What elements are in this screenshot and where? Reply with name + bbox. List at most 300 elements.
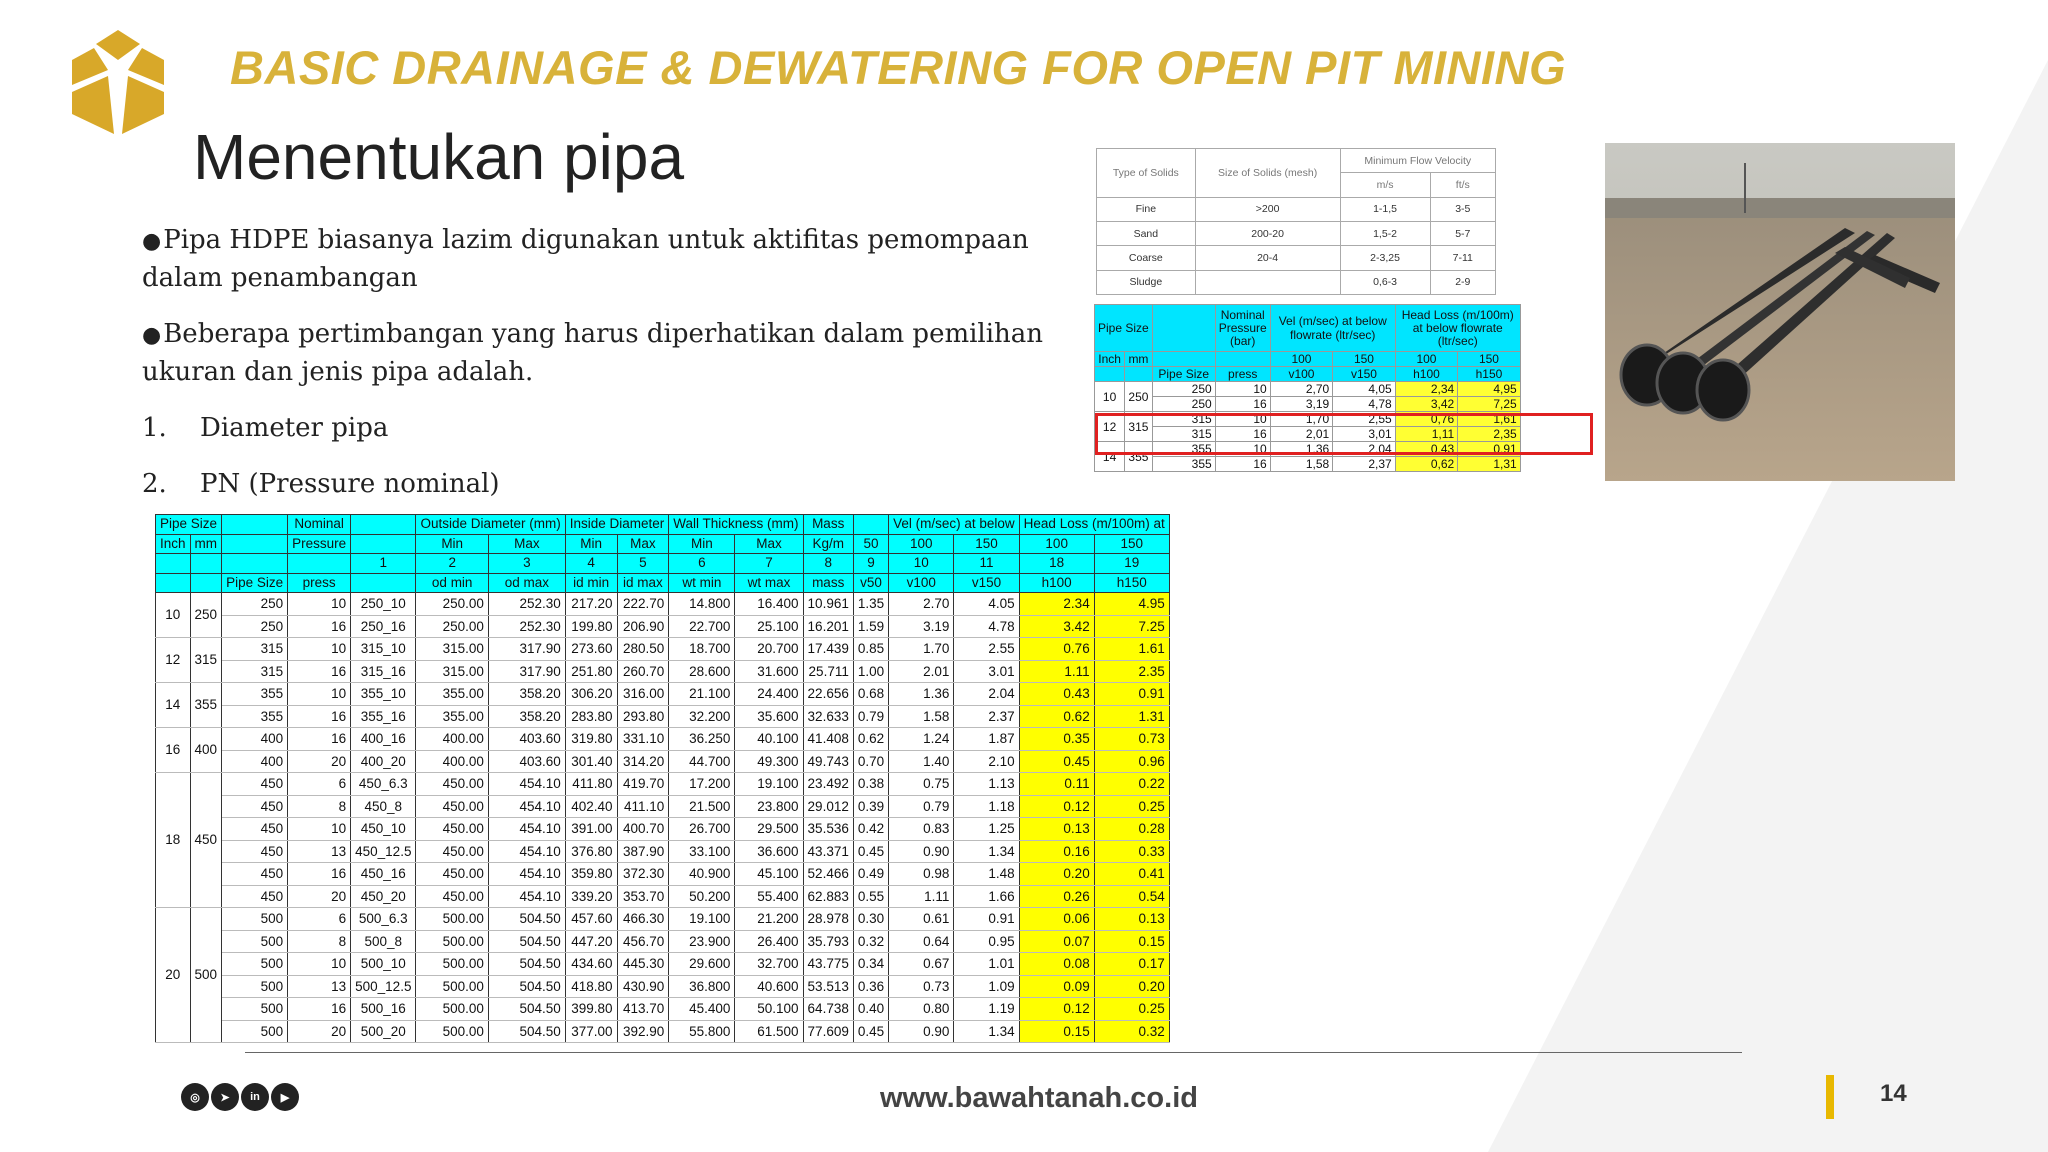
table-cell: 10.961: [803, 593, 853, 616]
table-cell: 0.20: [1094, 975, 1169, 998]
table-cell: 35.793: [803, 930, 853, 953]
table-cell: 454.10: [488, 885, 565, 908]
table-cell: 36.800: [669, 975, 735, 998]
table-cell: 355: [1152, 442, 1215, 457]
table-cell: 36.250: [669, 728, 735, 751]
col-header: [156, 573, 191, 593]
table-cell: 2,37: [1333, 457, 1396, 472]
table-cell: 0.22: [1094, 773, 1169, 796]
col-header: Pipe Size: [1152, 367, 1215, 382]
table-cell: 500.00: [416, 930, 488, 953]
table-cell: 315.00: [416, 638, 488, 661]
table-cell: 504.50: [488, 953, 565, 976]
table-row: [1097, 197, 1496, 221]
table-cell: 25.711: [803, 660, 853, 683]
table-cell: 504.50: [488, 975, 565, 998]
table-row: [156, 638, 1170, 661]
col-header: Mass: [803, 515, 853, 535]
table-cell: 504.50: [488, 930, 565, 953]
col-header: [1152, 305, 1215, 352]
table-cell: 1.36: [889, 683, 954, 706]
table-cell: 355: [222, 705, 288, 728]
table-cell: 4,95: [1458, 382, 1521, 397]
col-header: [1152, 352, 1215, 367]
telegram-icon[interactable]: ➤: [211, 1083, 239, 1111]
col-header: 150: [1458, 352, 1521, 367]
table-cell: 0.91: [954, 908, 1019, 931]
table-cell: 403.60: [488, 750, 565, 773]
table-cell: 2.37: [954, 705, 1019, 728]
inch-cell: 14: [156, 683, 191, 728]
table-cell: 400_16: [351, 728, 416, 751]
col-header: Type of Solids: [1097, 149, 1196, 198]
col-header: h100: [1395, 367, 1458, 382]
table-cell: 40.100: [735, 728, 803, 751]
table-cell: 2.04: [954, 683, 1019, 706]
table-cell: 400.00: [416, 728, 488, 751]
col-header: 2: [416, 554, 488, 574]
linkedin-icon[interactable]: in: [241, 1083, 269, 1111]
table-cell: 447.20: [565, 930, 617, 953]
table-cell: 16: [288, 660, 351, 683]
table-cell: 1,5-2: [1340, 221, 1430, 245]
table-cell: 45.400: [669, 998, 735, 1021]
col-header: Minimum Flow Velocity: [1340, 149, 1495, 173]
table-cell: 0.76: [1019, 638, 1094, 661]
col-header: 11: [954, 554, 1019, 574]
mm-cell: 400: [190, 728, 222, 773]
table-cell: 0.91: [1094, 683, 1169, 706]
table-cell: 500_12.5: [351, 975, 416, 998]
table-cell: 10: [1215, 412, 1270, 427]
table-cell: 0.45: [853, 840, 888, 863]
table-cell: 353.70: [617, 885, 669, 908]
table-cell: 411.10: [617, 795, 669, 818]
table-cell: 1.24: [889, 728, 954, 751]
table-cell: >200: [1195, 197, 1340, 221]
table-cell: 0.41: [1094, 863, 1169, 886]
table-cell: 419.70: [617, 773, 669, 796]
table-cell: 16.201: [803, 615, 853, 638]
table-cell: 16: [288, 705, 351, 728]
bullet-item: ●Beberapa pertimbangan yang harus diperhatikan dalam pemilihan ukuran dan jenis pipa adalah.: [142, 319, 1044, 387]
table-cell: 0.13: [1019, 818, 1094, 841]
table-cell: [1195, 270, 1340, 294]
col-header: m/s: [1340, 173, 1430, 197]
table-cell: 0.90: [889, 1020, 954, 1043]
table-cell: 4.05: [954, 593, 1019, 616]
table-cell: 500.00: [416, 975, 488, 998]
table-cell: 450_20: [351, 885, 416, 908]
col-header: 18: [1019, 554, 1094, 574]
table-cell: 4,05: [1333, 382, 1396, 397]
table-cell: 0.36: [853, 975, 888, 998]
table-cell: 23.492: [803, 773, 853, 796]
col-header: Max: [735, 534, 803, 554]
table-cell: 355_10: [351, 683, 416, 706]
page-title: Menentukan pipa: [193, 121, 685, 193]
table-cell: 399.80: [565, 998, 617, 1021]
table-cell: 44.700: [669, 750, 735, 773]
website-url[interactable]: www.bawahtanah.co.id: [880, 1082, 1198, 1114]
inch-cell: 12: [1095, 412, 1125, 442]
table-cell: 28.978: [803, 908, 853, 931]
table-cell: 20: [288, 750, 351, 773]
table-cell: 252.30: [488, 593, 565, 616]
table-cell: 16: [288, 998, 351, 1021]
table-cell: 358.20: [488, 705, 565, 728]
table-cell: 400: [222, 728, 288, 751]
table-cell: 355.00: [416, 683, 488, 706]
table-cell: 0.70: [853, 750, 888, 773]
company-logo: [68, 30, 168, 134]
table-cell: 450: [222, 885, 288, 908]
table-cell: 0.25: [1094, 795, 1169, 818]
table-cell: 0.25: [1094, 998, 1169, 1021]
table-cell: 5-7: [1430, 221, 1495, 245]
table-cell: 25.100: [735, 615, 803, 638]
inch-cell: 10: [1095, 382, 1125, 412]
table-cell: 18.700: [669, 638, 735, 661]
table-cell: 0.35: [1019, 728, 1094, 751]
table-cell: 55.400: [735, 885, 803, 908]
table-cell: 61.500: [735, 1020, 803, 1043]
table-cell: 7,25: [1458, 397, 1521, 412]
mm-cell: 315: [1125, 412, 1153, 442]
table-cell: 0.80: [889, 998, 954, 1021]
table-cell: 2.70: [889, 593, 954, 616]
table-cell: 315_16: [351, 660, 416, 683]
table-cell: 252.30: [488, 615, 565, 638]
table-cell: 2,01: [1270, 427, 1333, 442]
table-cell: 314.20: [617, 750, 669, 773]
table-cell: 317.90: [488, 660, 565, 683]
table-row: [156, 930, 1170, 953]
table-cell: 1.01: [954, 953, 1019, 976]
table-cell: 450: [222, 863, 288, 886]
table-cell: Coarse: [1097, 246, 1196, 270]
table-cell: 355: [222, 683, 288, 706]
table-row: [1097, 221, 1496, 245]
table-cell: 0.96: [1094, 750, 1169, 773]
table-cell: 0.79: [889, 795, 954, 818]
table-cell: 0.15: [1019, 1020, 1094, 1043]
table-cell: 52.466: [803, 863, 853, 886]
inch-cell: 14: [1095, 442, 1125, 472]
table-row: [156, 953, 1170, 976]
social-icons: [181, 1083, 299, 1111]
table-cell: 1.58: [889, 705, 954, 728]
table-cell: 10: [288, 638, 351, 661]
table-cell: 8: [288, 930, 351, 953]
col-header: Head Loss (m/100m) at below flowrate (ltr/sec): [1395, 305, 1520, 352]
col-header: Inch: [1095, 352, 1125, 367]
table-cell: 16: [288, 728, 351, 751]
hdpe-pipe-table: [155, 514, 1170, 1043]
inch-cell: 18: [156, 773, 191, 908]
table-cell: 315: [1152, 412, 1215, 427]
table-cell: 500: [222, 975, 288, 998]
table-cell: 250: [222, 593, 288, 616]
table-row: [156, 615, 1170, 638]
table-cell: 2-9: [1430, 270, 1495, 294]
table-cell: 450.00: [416, 885, 488, 908]
bullet-item: ●Pipa HDPE biasanya lazim digunakan untuk aktifitas pemompaan dalam penambangan: [142, 225, 1029, 293]
table-cell: 319.80: [565, 728, 617, 751]
col-header: Nominal Pressure (bar): [1215, 305, 1270, 352]
table-cell: 403.60: [488, 728, 565, 751]
table-cell: 31.600: [735, 660, 803, 683]
numbered-item: [142, 466, 1072, 502]
table-cell: 24.400: [735, 683, 803, 706]
table-cell: 0.11: [1019, 773, 1094, 796]
table-row: [156, 998, 1170, 1021]
table-cell: 0.68: [853, 683, 888, 706]
table-cell: 0.90: [889, 840, 954, 863]
col-header: Pressure: [288, 534, 351, 554]
table-cell: 2-3,25: [1340, 246, 1430, 270]
table-cell: 450: [222, 818, 288, 841]
table-cell: 1.19: [954, 998, 1019, 1021]
bullet-list: [142, 222, 1072, 522]
table-cell: 222.70: [617, 593, 669, 616]
header-title: BASIC DRAINAGE & DEWATERING FOR OPEN PIT MINING: [230, 41, 1567, 94]
table-cell: 316.00: [617, 683, 669, 706]
table-row: [1097, 270, 1496, 294]
table-cell: 29.012: [803, 795, 853, 818]
table-cell: 200-20: [1195, 221, 1340, 245]
highlight-box: [1095, 413, 1593, 455]
col-header: Max: [617, 534, 669, 554]
table-cell: 0.67: [889, 953, 954, 976]
table-cell: 21.500: [669, 795, 735, 818]
table-cell: 1.35: [853, 593, 888, 616]
table-cell: 0.28: [1094, 818, 1169, 841]
table-cell: 62.883: [803, 885, 853, 908]
table-cell: 0.33: [1094, 840, 1169, 863]
table-cell: 10: [288, 818, 351, 841]
table-cell: 500_8: [351, 930, 416, 953]
col-header: Pipe Size: [222, 573, 288, 593]
table-row: [156, 818, 1170, 841]
table-cell: 20-4: [1195, 246, 1340, 270]
col-header: h100: [1019, 573, 1094, 593]
col-header: [190, 573, 222, 593]
table-cell: 1,70: [1270, 412, 1333, 427]
table-cell: 0.06: [1019, 908, 1094, 931]
table-cell: 0.98: [889, 863, 954, 886]
table-cell: 77.609: [803, 1020, 853, 1043]
table-cell: 10: [1215, 442, 1270, 457]
table-cell: 355_16: [351, 705, 416, 728]
col-header: 50: [853, 534, 888, 554]
inch-cell: 10: [156, 593, 191, 638]
table-cell: 2,04: [1333, 442, 1396, 457]
col-header: 100: [1395, 352, 1458, 367]
col-header: 1: [351, 554, 416, 574]
table-cell: 2.10: [954, 750, 1019, 773]
col-header: [351, 515, 416, 535]
table-cell: 1.18: [954, 795, 1019, 818]
table-cell: 1.61: [1094, 638, 1169, 661]
table-cell: 454.10: [488, 863, 565, 886]
youtube-icon[interactable]: ▶: [271, 1083, 299, 1111]
table-cell: 45.100: [735, 863, 803, 886]
table-cell: 450: [222, 773, 288, 796]
col-header: [1095, 367, 1125, 382]
col-header: 7: [735, 554, 803, 574]
table-cell: 500: [222, 998, 288, 1021]
table-row: [156, 795, 1170, 818]
table-cell: 3,19: [1270, 397, 1333, 412]
col-header: 10: [889, 554, 954, 574]
footer-divider: [245, 1052, 1742, 1053]
col-header: Min: [565, 534, 617, 554]
table-cell: 3-5: [1430, 197, 1495, 221]
table-cell: 355.00: [416, 705, 488, 728]
table-cell: 55.800: [669, 1020, 735, 1043]
inch-cell: 20: [156, 908, 191, 1043]
table-cell: 339.20: [565, 885, 617, 908]
table-cell: 32.700: [735, 953, 803, 976]
col-header: v50: [853, 573, 888, 593]
col-header: press: [288, 573, 351, 593]
col-header: [853, 515, 888, 535]
table-cell: 0.83: [889, 818, 954, 841]
table-cell: Fine: [1097, 197, 1196, 221]
table-cell: 23.900: [669, 930, 735, 953]
table-cell: 250: [1152, 382, 1215, 397]
table-cell: 1.25: [954, 818, 1019, 841]
table-cell: 50.200: [669, 885, 735, 908]
col-header: od max: [488, 573, 565, 593]
table-cell: 13: [288, 840, 351, 863]
table-cell: 2.01: [889, 660, 954, 683]
table-cell: 1.31: [1094, 705, 1169, 728]
table-cell: 1.00: [853, 660, 888, 683]
table-cell: 17.200: [669, 773, 735, 796]
table-row: [156, 683, 1170, 706]
header-row: [156, 515, 1170, 535]
table-cell: 358.20: [488, 683, 565, 706]
table-cell: 1.09: [954, 975, 1019, 998]
table-cell: 0.49: [853, 863, 888, 886]
table-cell: 0.45: [1019, 750, 1094, 773]
table-cell: 1.70: [889, 638, 954, 661]
table-cell: 20: [288, 1020, 351, 1043]
table-cell: 7-11: [1430, 246, 1495, 270]
table-cell: 450: [222, 795, 288, 818]
table-cell: 0.08: [1019, 953, 1094, 976]
table-cell: Sludge: [1097, 270, 1196, 294]
table-row: [156, 593, 1170, 616]
table-cell: 3.01: [954, 660, 1019, 683]
table-cell: 500: [222, 953, 288, 976]
col-header: [351, 534, 416, 554]
table-cell: 21.200: [735, 908, 803, 931]
table-row: [1095, 382, 1521, 397]
col-header: Head Loss (m/100m) at: [1019, 515, 1169, 535]
table-cell: 0.45: [853, 1020, 888, 1043]
page-accent-bar: [1826, 1075, 1834, 1119]
table-cell: 0.73: [889, 975, 954, 998]
table-cell: 32.200: [669, 705, 735, 728]
table-cell: 450_12.5: [351, 840, 416, 863]
table-cell: 377.00: [565, 1020, 617, 1043]
table-cell: 35.536: [803, 818, 853, 841]
table-cell: 22.700: [669, 615, 735, 638]
pipes-photo: [1605, 143, 1955, 481]
table-cell: 2.55: [954, 638, 1019, 661]
table-cell: 0.55: [853, 885, 888, 908]
table-cell: 43.371: [803, 840, 853, 863]
table-cell: 392.90: [617, 1020, 669, 1043]
bullet-text: Beberapa pertimbangan yang harus diperhatikan dalam pemilihan ukuran dan jenis pipa adalah.: [142, 319, 1044, 387]
col-header: Vel (m/sec) at below: [889, 515, 1020, 535]
table-cell: 4,78: [1333, 397, 1396, 412]
table-cell: 6: [288, 773, 351, 796]
table-cell: 450.00: [416, 840, 488, 863]
table-cell: 504.50: [488, 908, 565, 931]
table-cell: 64.738: [803, 998, 853, 1021]
table-cell: 0.15: [1094, 930, 1169, 953]
table-cell: 1.59: [853, 615, 888, 638]
table-cell: 355: [1152, 457, 1215, 472]
table-cell: 0.12: [1019, 998, 1094, 1021]
table-cell: 1,58: [1270, 457, 1333, 472]
col-header: Size of Solids (mesh): [1195, 149, 1340, 198]
table-cell: 21.100: [669, 683, 735, 706]
instagram-icon[interactable]: ◎: [181, 1083, 209, 1111]
table-cell: 1.40: [889, 750, 954, 773]
table-cell: 3.19: [889, 615, 954, 638]
table-cell: 306.20: [565, 683, 617, 706]
table-row: [156, 705, 1170, 728]
table-cell: 1-1,5: [1340, 197, 1430, 221]
table-cell: 434.60: [565, 953, 617, 976]
table-cell: 41.408: [803, 728, 853, 751]
table-cell: 1,11: [1395, 427, 1458, 442]
table-cell: 40.900: [669, 863, 735, 886]
table-row: [156, 750, 1170, 773]
table-row: [156, 728, 1170, 751]
table-row: [156, 908, 1170, 931]
table-cell: 0.32: [853, 930, 888, 953]
table-cell: 1.34: [954, 840, 1019, 863]
col-header: [222, 515, 288, 535]
table-cell: 1,31: [1458, 457, 1521, 472]
table-cell: 450: [222, 840, 288, 863]
table-cell: 450_16: [351, 863, 416, 886]
table-cell: 16.400: [735, 593, 803, 616]
table-cell: 29.500: [735, 818, 803, 841]
table-cell: 0,6-3: [1340, 270, 1430, 294]
table-row: [156, 1020, 1170, 1043]
table-cell: 317.90: [488, 638, 565, 661]
table-cell: 26.700: [669, 818, 735, 841]
table-cell: 0.73: [1094, 728, 1169, 751]
table-cell: 0.64: [889, 930, 954, 953]
table-cell: 0.07: [1019, 930, 1094, 953]
table-cell: 445.30: [617, 953, 669, 976]
table-cell: 0.26: [1019, 885, 1094, 908]
table-cell: 250_16: [351, 615, 416, 638]
table-cell: 450.00: [416, 773, 488, 796]
table-cell: 293.80: [617, 705, 669, 728]
table-cell: 387.90: [617, 840, 669, 863]
table-cell: 250: [1152, 397, 1215, 412]
table-cell: 0.17: [1094, 953, 1169, 976]
